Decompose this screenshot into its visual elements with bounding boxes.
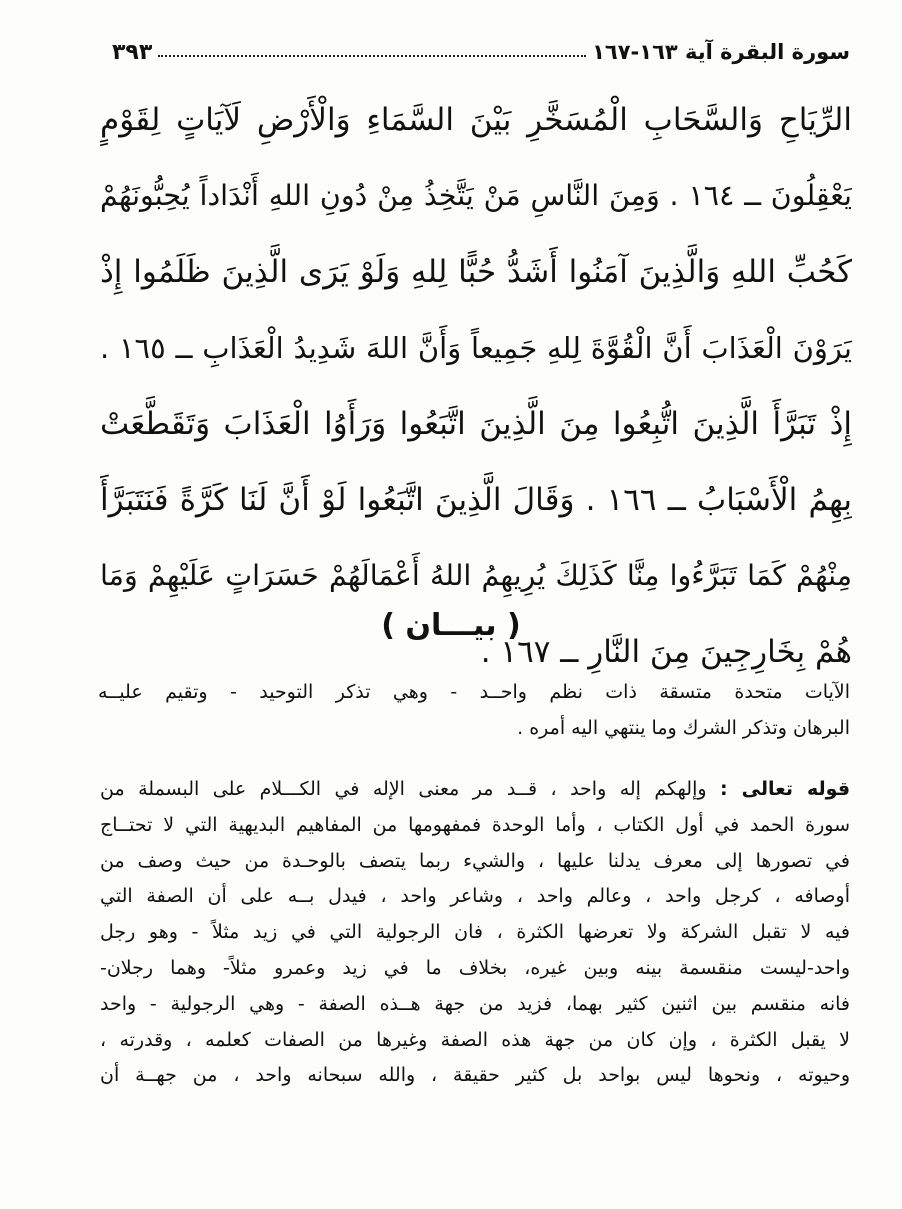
commentary-lead: قوله تعالى : xyxy=(720,778,850,800)
page-number: ٣٩٣ xyxy=(112,39,153,65)
section-title: ( بيـــان ) xyxy=(381,608,521,643)
verse-line: إِذْ تَبَرَّأَ الَّذِينَ اتُّبِعُوا مِنَ الَّذِينَ اتَّبَعُوا وَرَأَوُا الْعَذَابَ وَتَقَطَّعَتْ xyxy=(100,406,852,442)
commentary-line: وحيوته ، ونحوها ليس بواحد بل كثير حقيقة ، والله سبحانه واحد ، من جهــة أن xyxy=(100,1064,850,1087)
commentary-line: سورة الحمد في أول الكتاب ، وأما الوحدة فمفهومها من المفاهيم البديهية التي لا تحتــاج xyxy=(100,813,850,836)
commentary-line-text: وإلهكم إله واحد ، قــد مر معنى الإله في الكـــلام على البسملة من xyxy=(100,778,707,800)
intro-line: الآيات متحدة متسقة ذات نظم واحــد - وهي تذكر التوحيد - وتقيم عليــه xyxy=(98,681,850,703)
commentary-line: واحد-ليست منقسمة بينه وبين غيره، بخلاف ما في زيد وعمرو مثلاً- وهما رجلان- xyxy=(100,956,850,979)
commentary-line xyxy=(100,772,850,808)
verse-line: مِنْهُمْ كَمَا تَبَرَّءُوا مِنَّا كَذَلِكَ يُرِيهِمُ اللهُ أَعْمَالَهُمْ حَسَرَاتٍ عَلَيْهِمْ وَمَا xyxy=(100,559,852,592)
verse-line: يَرَوْنَ الْعَذَابَ أَنَّ الْقُوَّةَ لِلهِ جَمِيعاً وَأَنَّ اللهَ شَدِيدُ الْعَذَابِ ــ ١٦٥ . xyxy=(100,331,852,365)
header-dot-leader xyxy=(158,55,586,57)
commentary-paragraph xyxy=(100,772,850,1094)
header-title: سورة البقرة آية ١٦٣-١٦٧ xyxy=(592,40,850,64)
running-header xyxy=(112,34,850,70)
commentary-line: أوصافه ، كرجل واحد ، وعالم واحد ، وشاعر واحد ، فيدل بــه على أن الصفة التي xyxy=(100,885,850,908)
commentary-line: لا يقبل الكثرة ، وإن كان من جهة هذه الصفة وغيرها من الصفات كعلمه ، وقدرته ، xyxy=(100,1028,850,1051)
verse-line: الرِّيَاحِ وَالسَّحَابِ الْمُسَخَّرِ بَيْنَ السَّمَاءِ وَالْأَرْضِ لَآيَاتٍ لِقَوْمٍ xyxy=(100,102,852,138)
verse-line: كَحُبِّ اللهِ وَالَّذِينَ آمَنُوا أَشَدُّ حُبًّا لِلهِ وَلَوْ يَرَى الَّذِينَ ظَلَمُوا إِذْ xyxy=(100,254,852,290)
intro-paragraph xyxy=(98,674,850,746)
commentary-line: فيه لا تقبل الشركة ولا تعرضها الكثرة ، فان الرجولية التي في زيد مثلاً - وهو رجل xyxy=(100,921,850,944)
verse-line: بِهِمُ الْأَسْبَابُ ــ ١٦٦ . وَقَالَ الَّذِينَ اتَّبَعُوا لَوْ أَنَّ لَنَا كَرَّةً فَنَتَبَرَّأَ xyxy=(100,482,852,518)
intro-line: البرهان وتذكر الشرك وما ينتهي اليه أمره . xyxy=(517,717,850,739)
verse-line: يَعْقِلُونَ ــ ١٦٤ . وَمِنَ النَّاسِ مَنْ يَتَّخِذُ مِنْ دُونِ اللهِ أَنْدَاداً يُحِبُّونَهُمْ xyxy=(100,179,852,212)
verse-line: هُمْ بِخَارِجِينَ مِنَ النَّارِ ــ ١٦٧ . xyxy=(480,634,852,670)
commentary-line: فانه منقسم بين اثنين كثير بهما، فزيد من جهة هــذه الصفة - وهي الرجولية - واحد xyxy=(100,992,850,1015)
commentary-line: في تصورها إلى معرف يدلنا عليها ، والشيء ربما يتصف بالوحـدة من حيث وصف من xyxy=(100,849,850,872)
